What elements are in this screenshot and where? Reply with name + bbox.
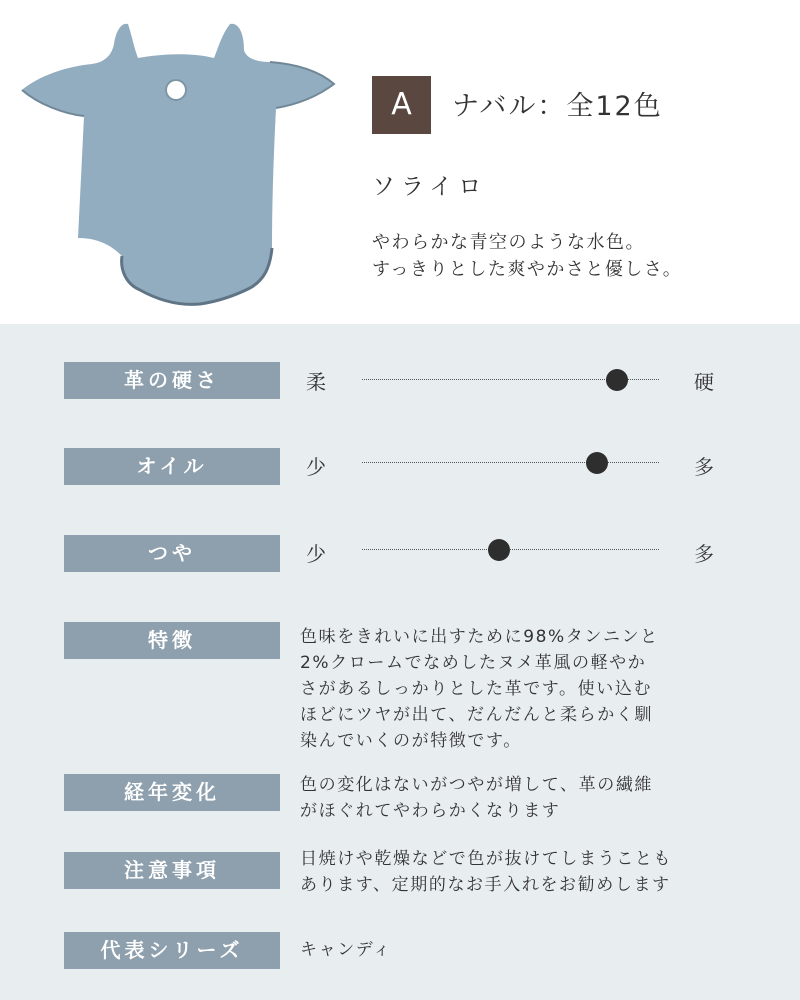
features-text xyxy=(300,624,780,754)
oil-track xyxy=(362,462,659,463)
label-aging: 経年変化 xyxy=(64,774,280,811)
features-line: ほどにツヤが出て、だんだんと柔らかく馴 xyxy=(300,705,654,725)
label-representative-series: 代表シリーズ xyxy=(64,932,280,969)
color-name: ソライロ xyxy=(372,174,488,200)
features-line: 2%クロームでなめしたヌメ革風の軽やか xyxy=(300,653,647,673)
aging-line: 色の変化はないがつやが増して、革の繊維 xyxy=(300,775,654,795)
aging-line: がほぐれてやわらかくなります xyxy=(300,801,561,821)
gloss-indicator xyxy=(488,539,510,561)
label-hardness: 革の硬さ xyxy=(64,362,280,399)
hardness-track xyxy=(362,379,659,380)
aging-text xyxy=(300,772,780,824)
label-gloss: つや xyxy=(64,535,280,572)
description-line: すっきりとした爽やかさと優しさ。 xyxy=(372,259,683,280)
features-line: 染んでいくのが特徴です。 xyxy=(300,731,522,751)
cautions-line: 日焼けや乾燥などで色が抜けてしまうことも xyxy=(300,849,672,869)
series-title: ナバル：全12色 xyxy=(452,91,663,122)
oil-min-label: 少 xyxy=(306,455,326,479)
cautions-text xyxy=(300,846,780,898)
cautions-line: あります、定期的なお手入れをお勧めします xyxy=(300,875,671,895)
features-line: さがあるしっかりとした革です。使い込む xyxy=(300,679,653,699)
oil-max-label: 多 xyxy=(694,455,714,479)
hardness-min-label: 柔 xyxy=(306,370,326,394)
cow-leather-sample-image xyxy=(18,18,340,314)
oil-indicator xyxy=(586,452,608,474)
product-header xyxy=(0,0,800,324)
gloss-max-label: 多 xyxy=(694,542,714,566)
gloss-track xyxy=(362,549,659,550)
representative-series-text xyxy=(300,937,780,963)
variant-badge: A xyxy=(372,76,431,134)
hardness-max-label: 硬 xyxy=(694,370,714,394)
description-line: やわらかな青空のような水色。 xyxy=(372,232,645,253)
representative-series-line: キャンディ xyxy=(300,940,392,960)
color-description xyxy=(372,229,782,283)
gloss-min-label: 少 xyxy=(306,542,326,566)
features-line: 色味をきれいに出すために98%タンニンと xyxy=(300,627,659,647)
label-cautions: 注意事項 xyxy=(64,852,280,889)
label-features: 特徴 xyxy=(64,622,280,659)
label-oil: オイル xyxy=(64,448,280,485)
